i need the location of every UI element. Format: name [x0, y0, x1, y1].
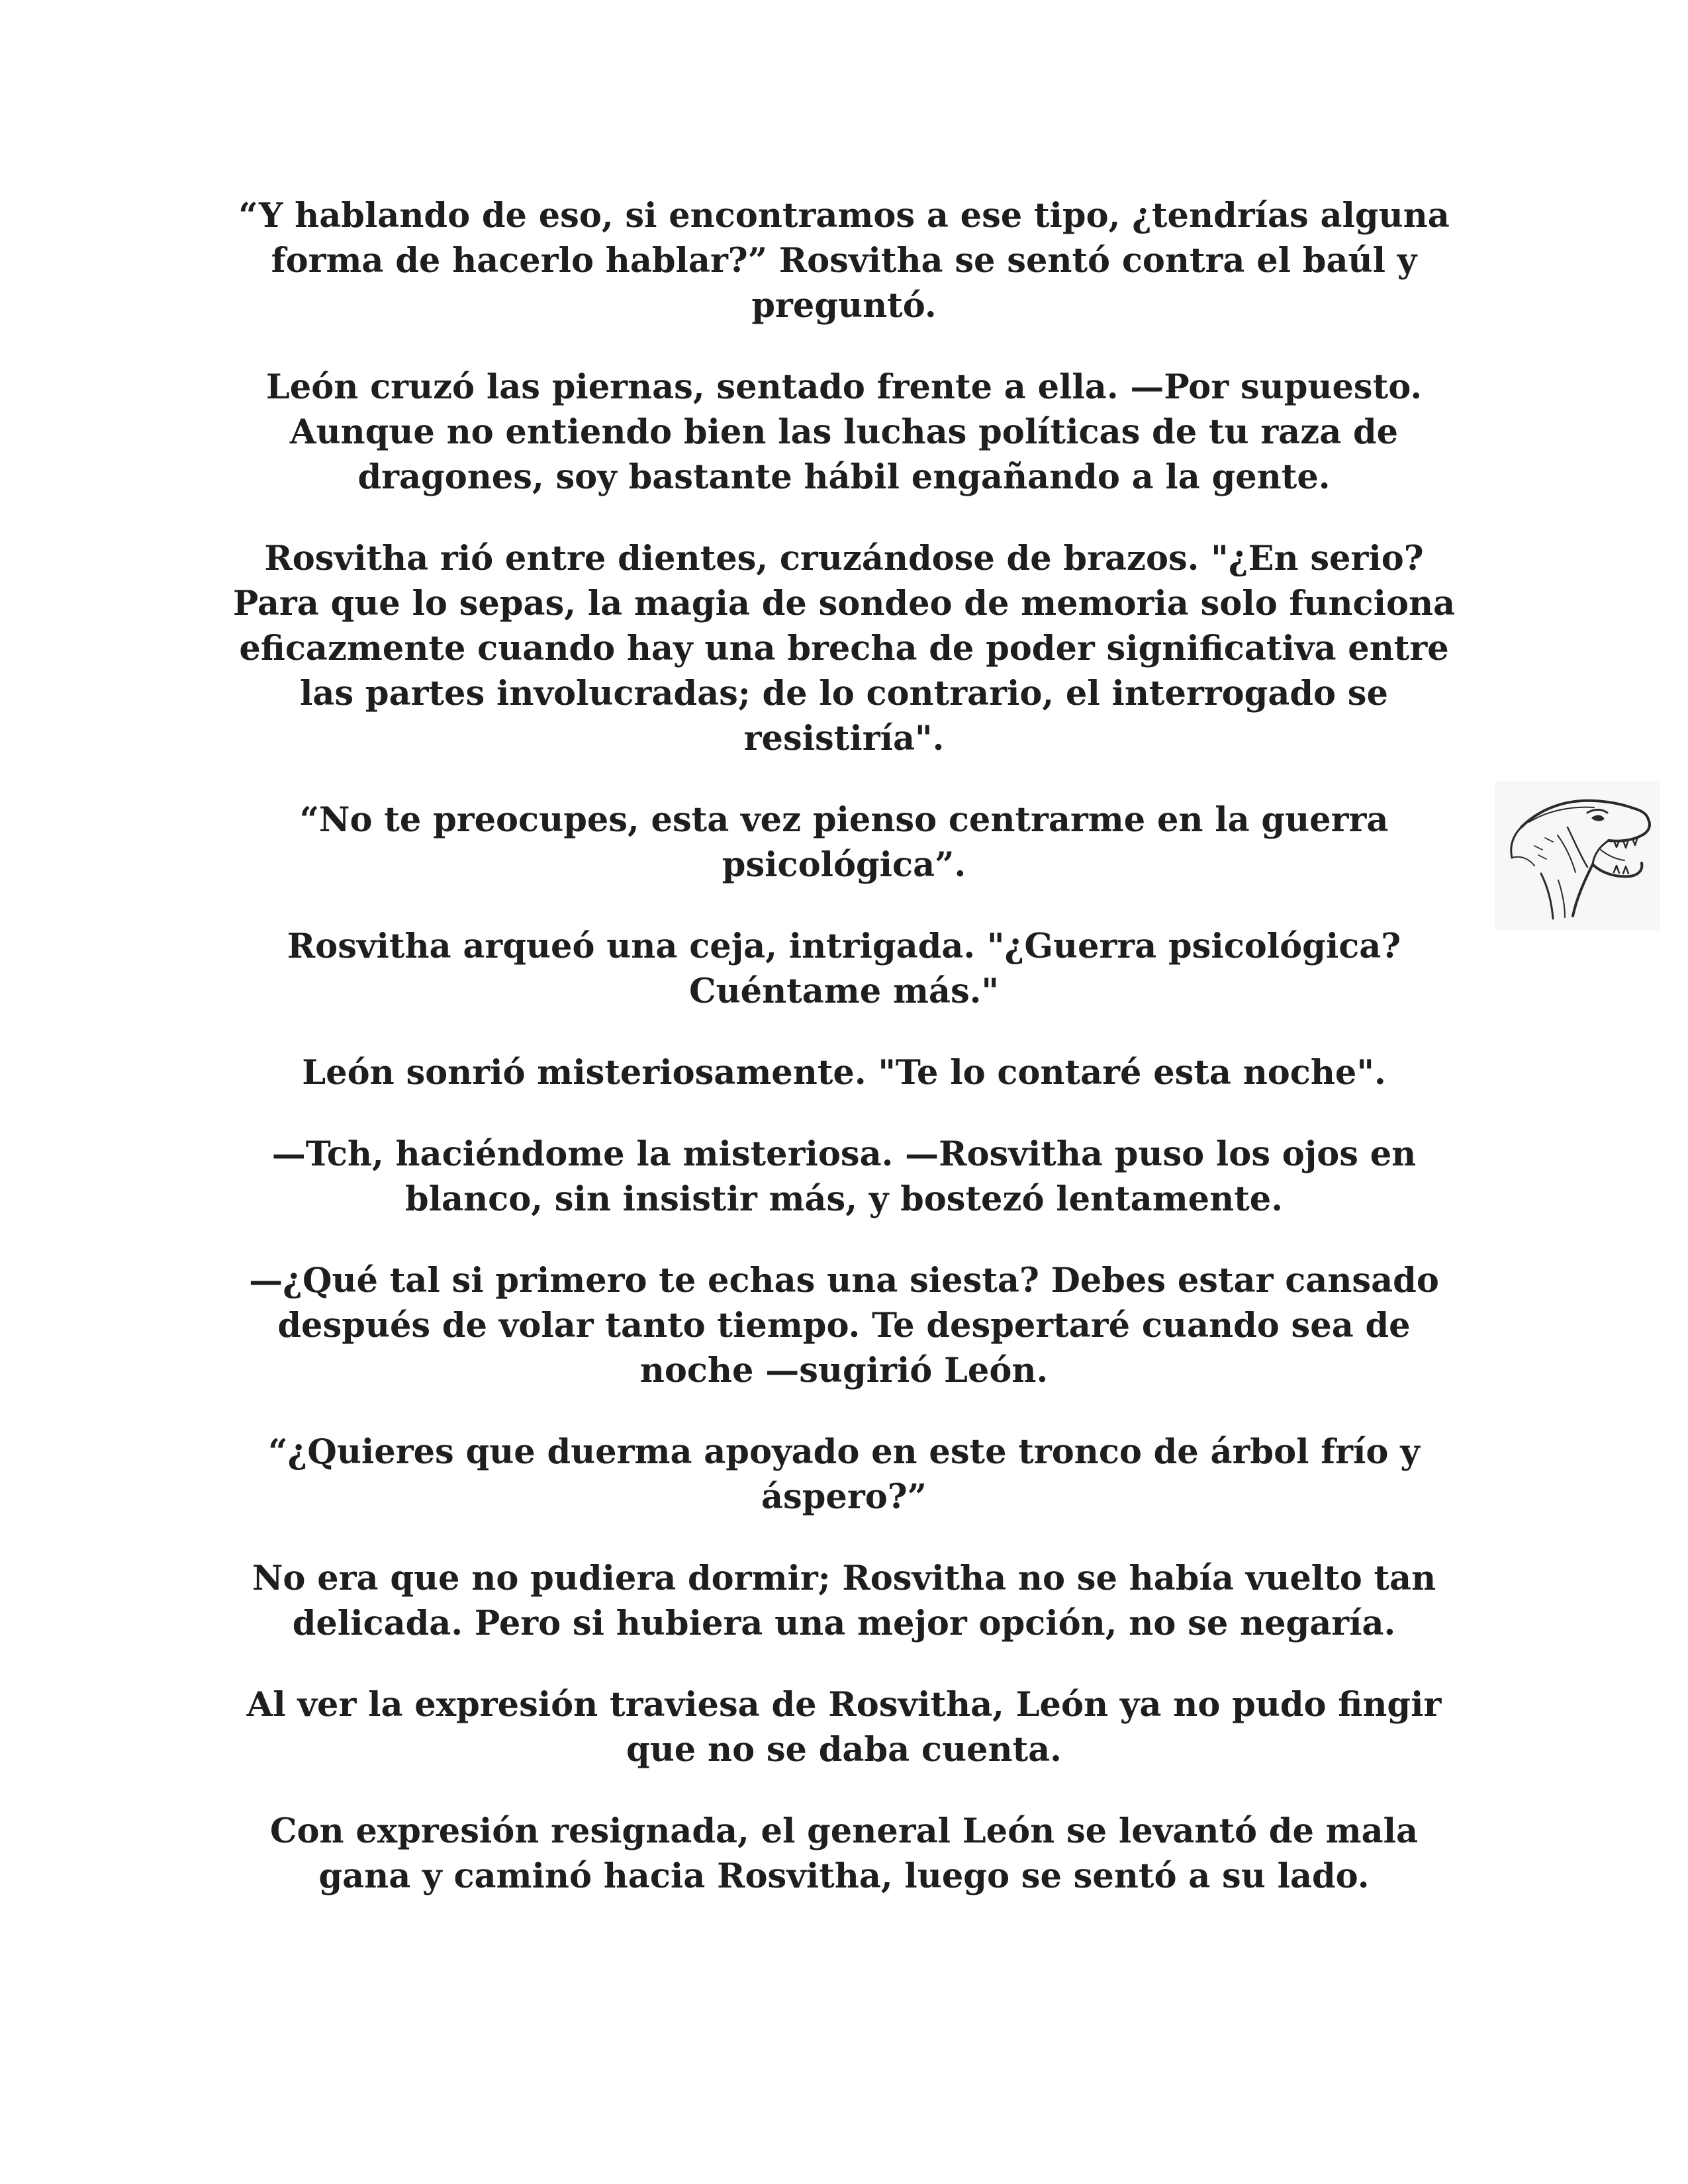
- paragraph-7: —Tch, haciéndome la misteriosa. —Rosvitha puso los ojos en blanco, sin insistir más, y bostezó lentamente.: [271, 1134, 1417, 1219]
- paragraph-5: Rosvitha arqueó una ceja, intrigada. "¿Guerra psicológica? Cuéntame más.": [287, 927, 1401, 1011]
- paragraph-4: “No te preocupes, esta vez pienso centrarme en la guerra psicológica”.: [299, 800, 1389, 885]
- paragraph-8: —¿Qué tal si primero te echas una siesta? Debes estar cansado después de volar tanto tiempo. Te despertaré cuando sea de noche —sugirió León.: [249, 1261, 1439, 1390]
- paragraph-6: León sonrió misteriosamente. "Te lo contaré esta noche".: [302, 1053, 1386, 1093]
- paragraph-2: León cruzó las piernas, sentado frente a ella. —Por supuesto. Aunque no entiendo bien las luchas políticas de tu raza de dragones, soy bastante hábil engañando a la gente.: [265, 367, 1423, 497]
- paragraph-10: No era que no pudiera dormir; Rosvitha no se había vuelto tan delicada. Pero si hubiera una mejor opción, no se negaría.: [252, 1559, 1436, 1643]
- paragraph-11: Al ver la expresión traviesa de Rosvitha, León ya no pudo fingir que no se daba cuenta.: [246, 1685, 1442, 1770]
- paragraph-1: “Y hablando de eso, si encontramos a ese tipo, ¿tendrías alguna forma de hacerlo hablar?” Rosvitha se sentó contra el baúl y preguntó.: [238, 196, 1450, 326]
- paragraph-12: Con expresión resignada, el general León se levantó de mala gana y caminó hacia Rosvitha, luego se sentó a su lado.: [269, 1811, 1419, 1896]
- paragraph-3: Rosvitha rió entre dientes, cruzándose de brazos. "¿En serio? Para que lo sepas, la magia de sondeo de memoria solo funciona eficazmente cuando hay una brecha de poder significativa entre las partes involucradas; de lo contrario, el interrogado se resistiría".: [232, 539, 1456, 758]
- story-text-column: [225, 193, 1463, 1899]
- dinosaur-head-sketch-icon: [1495, 781, 1660, 930]
- paragraph-9: “¿Quieres que duerma apoyado en este tronco de árbol frío y áspero?”: [268, 1432, 1420, 1517]
